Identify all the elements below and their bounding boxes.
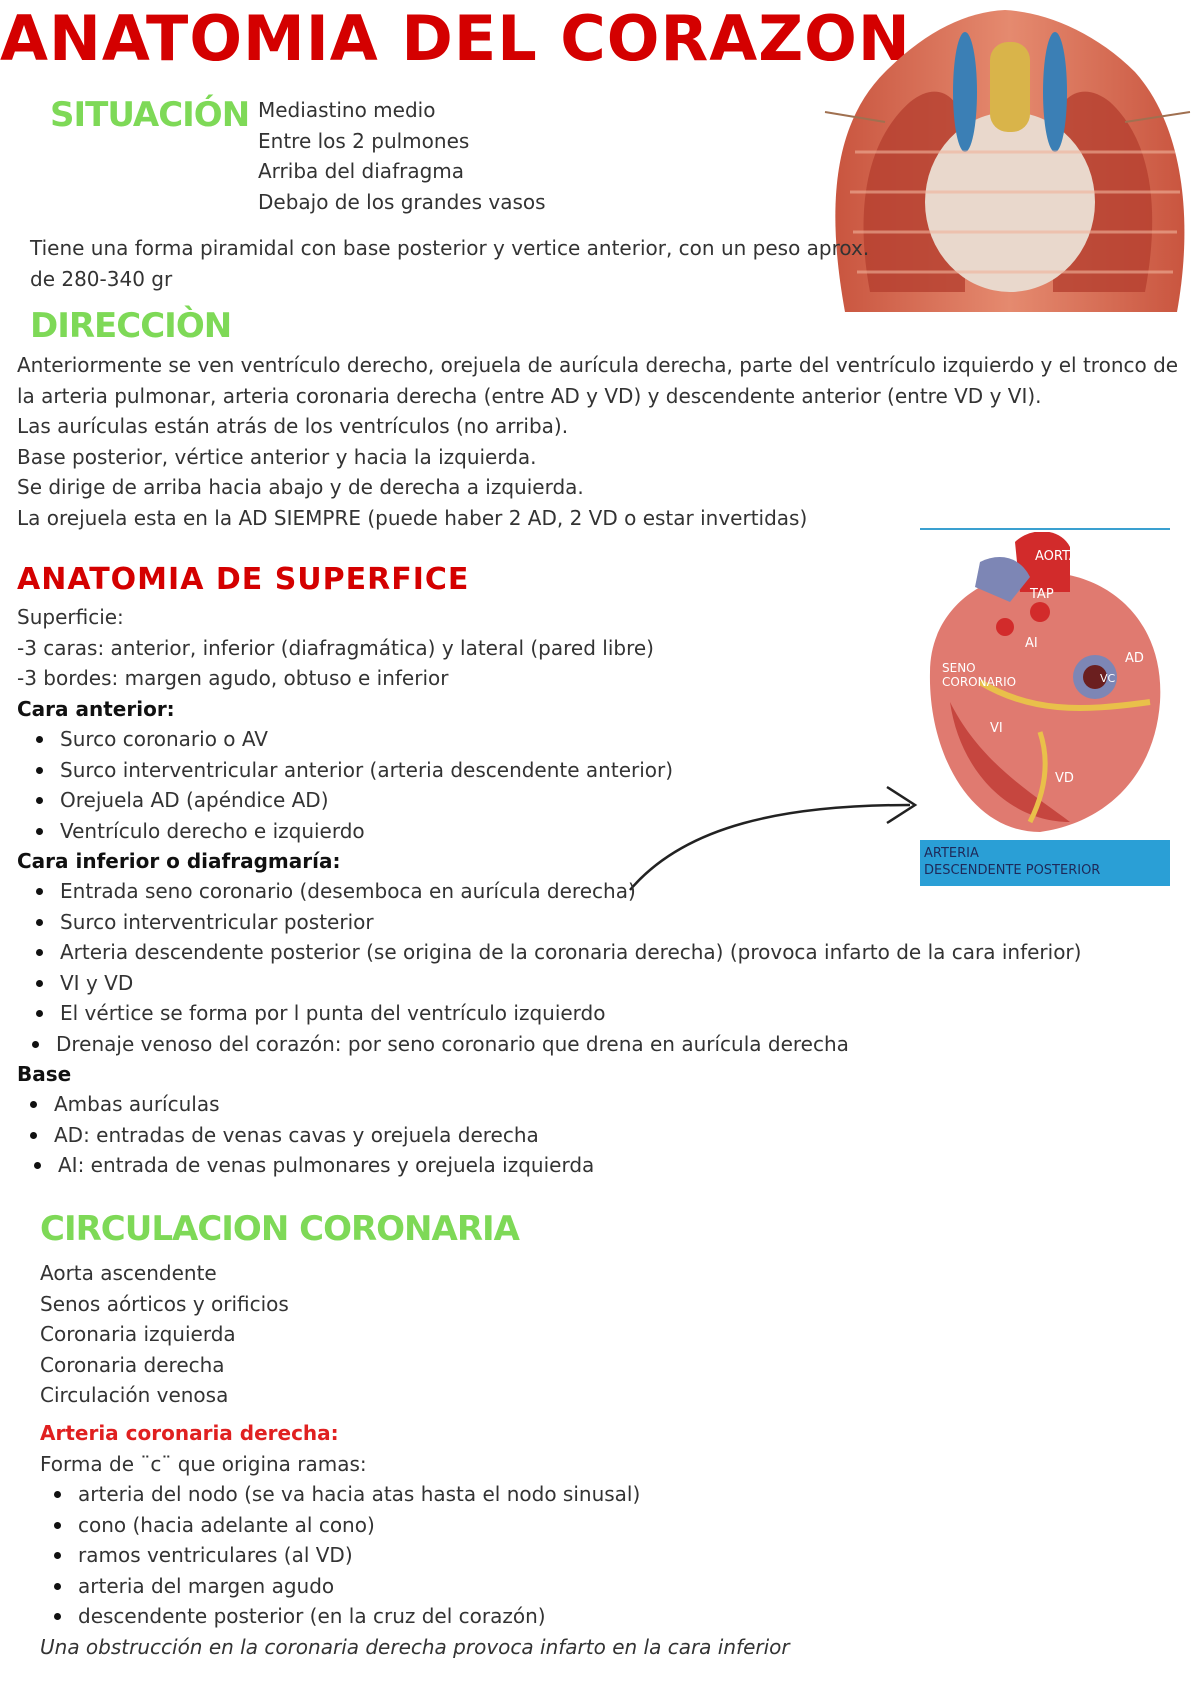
list-item: El vértice se forma por l punta del ventrículo izquierdo [60, 998, 1081, 1029]
description-line: de 280-340 gr [30, 266, 173, 291]
list-item: AI: entrada de venas pulmonares y orejuela izquierda [58, 1150, 594, 1181]
circulacion-line: Senos aórticos y orificios [40, 1291, 289, 1316]
base-list [54, 1089, 594, 1181]
ramas-list [78, 1479, 640, 1632]
list-item: Surco interventricular anterior (arteria descendente anterior) [60, 755, 673, 786]
description-line: Tiene una forma piramidal con base posterior y vertice anterior, con un peso aprox. [30, 236, 870, 260]
situacion-heading: SITUACIÓN [50, 95, 250, 135]
circulacion-list [40, 1258, 289, 1411]
direccion-line: La orejuela esta en la AD SIEMPRE (puede haber 2 AD, 2 VD o estar invertidas) [17, 505, 808, 530]
superficie-line: -3 caras: anterior, inferior (diafragmática) y lateral (pared libre) [17, 635, 654, 660]
superficie-line: -3 bordes: margen agudo, obtuso e inferior [17, 666, 449, 690]
circulacion-heading: CIRCULACION CORONARIA [40, 1209, 519, 1249]
list-item: AD: entradas de venas cavas y orejuela derecha [54, 1120, 594, 1151]
superficie-heading: ANATOMIA DE SUPERFICE [17, 562, 470, 597]
list-item: Surco coronario o AV [60, 724, 673, 755]
heart-illustration [920, 532, 1170, 852]
page-title: ANATOMIA DEL CORAZON [0, 2, 911, 75]
situacion-line: Entre los 2 pulmones [258, 128, 470, 153]
list-item: Drenaje venoso del corazón: por seno coronario que drena en aurícula derecha [56, 1029, 1081, 1060]
figure-top-rule [920, 528, 1170, 530]
list-item: arteria del margen agudo [78, 1571, 640, 1602]
situacion-line: Debajo de los grandes vasos [258, 189, 546, 214]
label-seno: SENO [942, 661, 976, 675]
situacion-description [30, 233, 869, 294]
label-vc: VC [1100, 672, 1116, 685]
direccion-line: Anteriormente se ven ventrículo derecho, orejuela de aurícula derecha, parte del ventrículo izquierdo y el tronco de [17, 353, 1179, 377]
label-aorta: AORTA [1035, 549, 1078, 564]
cara-inferior-label: Cara inferior o diafragmaría: [17, 849, 341, 873]
direccion-line: Base posterior, vértice anterior y hacia la izquierda. [17, 444, 537, 469]
list-item: ramos ventriculares (al VD) [78, 1540, 640, 1571]
cara-inferior-list [56, 876, 1082, 1059]
circulacion-line: Coronaria izquierda [40, 1322, 236, 1346]
direccion-line: Las aurículas están atrás de los ventrículos (no arriba). [17, 414, 569, 438]
superficie-line: Superficie: [17, 605, 124, 629]
direccion-heading: DIRECCIÒN [30, 306, 232, 346]
footnote: Una obstrucción en la coronaria derecha provoca infarto en la cara inferior [40, 1635, 790, 1659]
list-item: Entrada seno coronario (desemboca en aurícula derecha) [60, 876, 1081, 907]
list-item: Surco interventricular posterior [60, 907, 1081, 938]
cara-anterior-label: Cara anterior: [17, 696, 175, 721]
circulacion-line: Circulación venosa [40, 1383, 229, 1407]
list-item: Ventrículo derecho e izquierdo [60, 816, 673, 847]
list-item: Arteria descendente posterior (se origina de la coronaria derecha) (provoca infarto de la cara inferior) [60, 937, 1081, 968]
label-vd: VD [1055, 771, 1074, 786]
superficie-intro [17, 602, 654, 724]
caption-line: ARTERIA [924, 846, 979, 861]
list-item: VI y VD [60, 968, 1081, 999]
list-item: cono (hacia adelante al cono) [78, 1510, 640, 1541]
situacion-list [258, 95, 546, 217]
label-ai: AI [1025, 636, 1038, 651]
list-item: arteria del nodo (se va hacia atas hasta el nodo sinusal) [78, 1479, 640, 1510]
direccion-line: la arteria pulmonar, arteria coronaria derecha (entre AD y VD) y descendente anterior (entre VD y VI). [17, 383, 1042, 408]
base-label: Base [17, 1062, 72, 1086]
direccion-line: Se dirige de arriba hacia abajo y de derecha a izquierda. [17, 475, 584, 499]
list-item: Ambas aurículas [54, 1089, 594, 1120]
label-ad: AD [1125, 651, 1144, 666]
label-coronario: CORONARIO [942, 675, 1017, 689]
situacion-line: Mediastino medio [258, 98, 436, 122]
caption-line: DESCENDENTE POSTERIOR [924, 863, 1101, 878]
list-item: descendente posterior (en la cruz del corazón) [78, 1601, 640, 1632]
label-vi: VI [990, 721, 1003, 736]
cara-anterior-list [60, 724, 673, 846]
direccion-paragraph [17, 350, 1178, 533]
coronaria-derecha-intro: Forma de ¨c¨ que origina ramas: [40, 1452, 367, 1476]
circulacion-line: Coronaria derecha [40, 1352, 225, 1377]
situacion-line: Arriba del diafragma [258, 159, 465, 183]
circulacion-line: Aorta ascendente [40, 1261, 217, 1285]
thorax-illustration [815, 2, 1200, 320]
list-item: Orejuela AD (apéndice AD) [60, 785, 673, 816]
coronaria-derecha-heading: Arteria coronaria derecha: [40, 1421, 339, 1445]
label-tap: TAP [1030, 587, 1054, 602]
heart-figure [920, 528, 1170, 888]
